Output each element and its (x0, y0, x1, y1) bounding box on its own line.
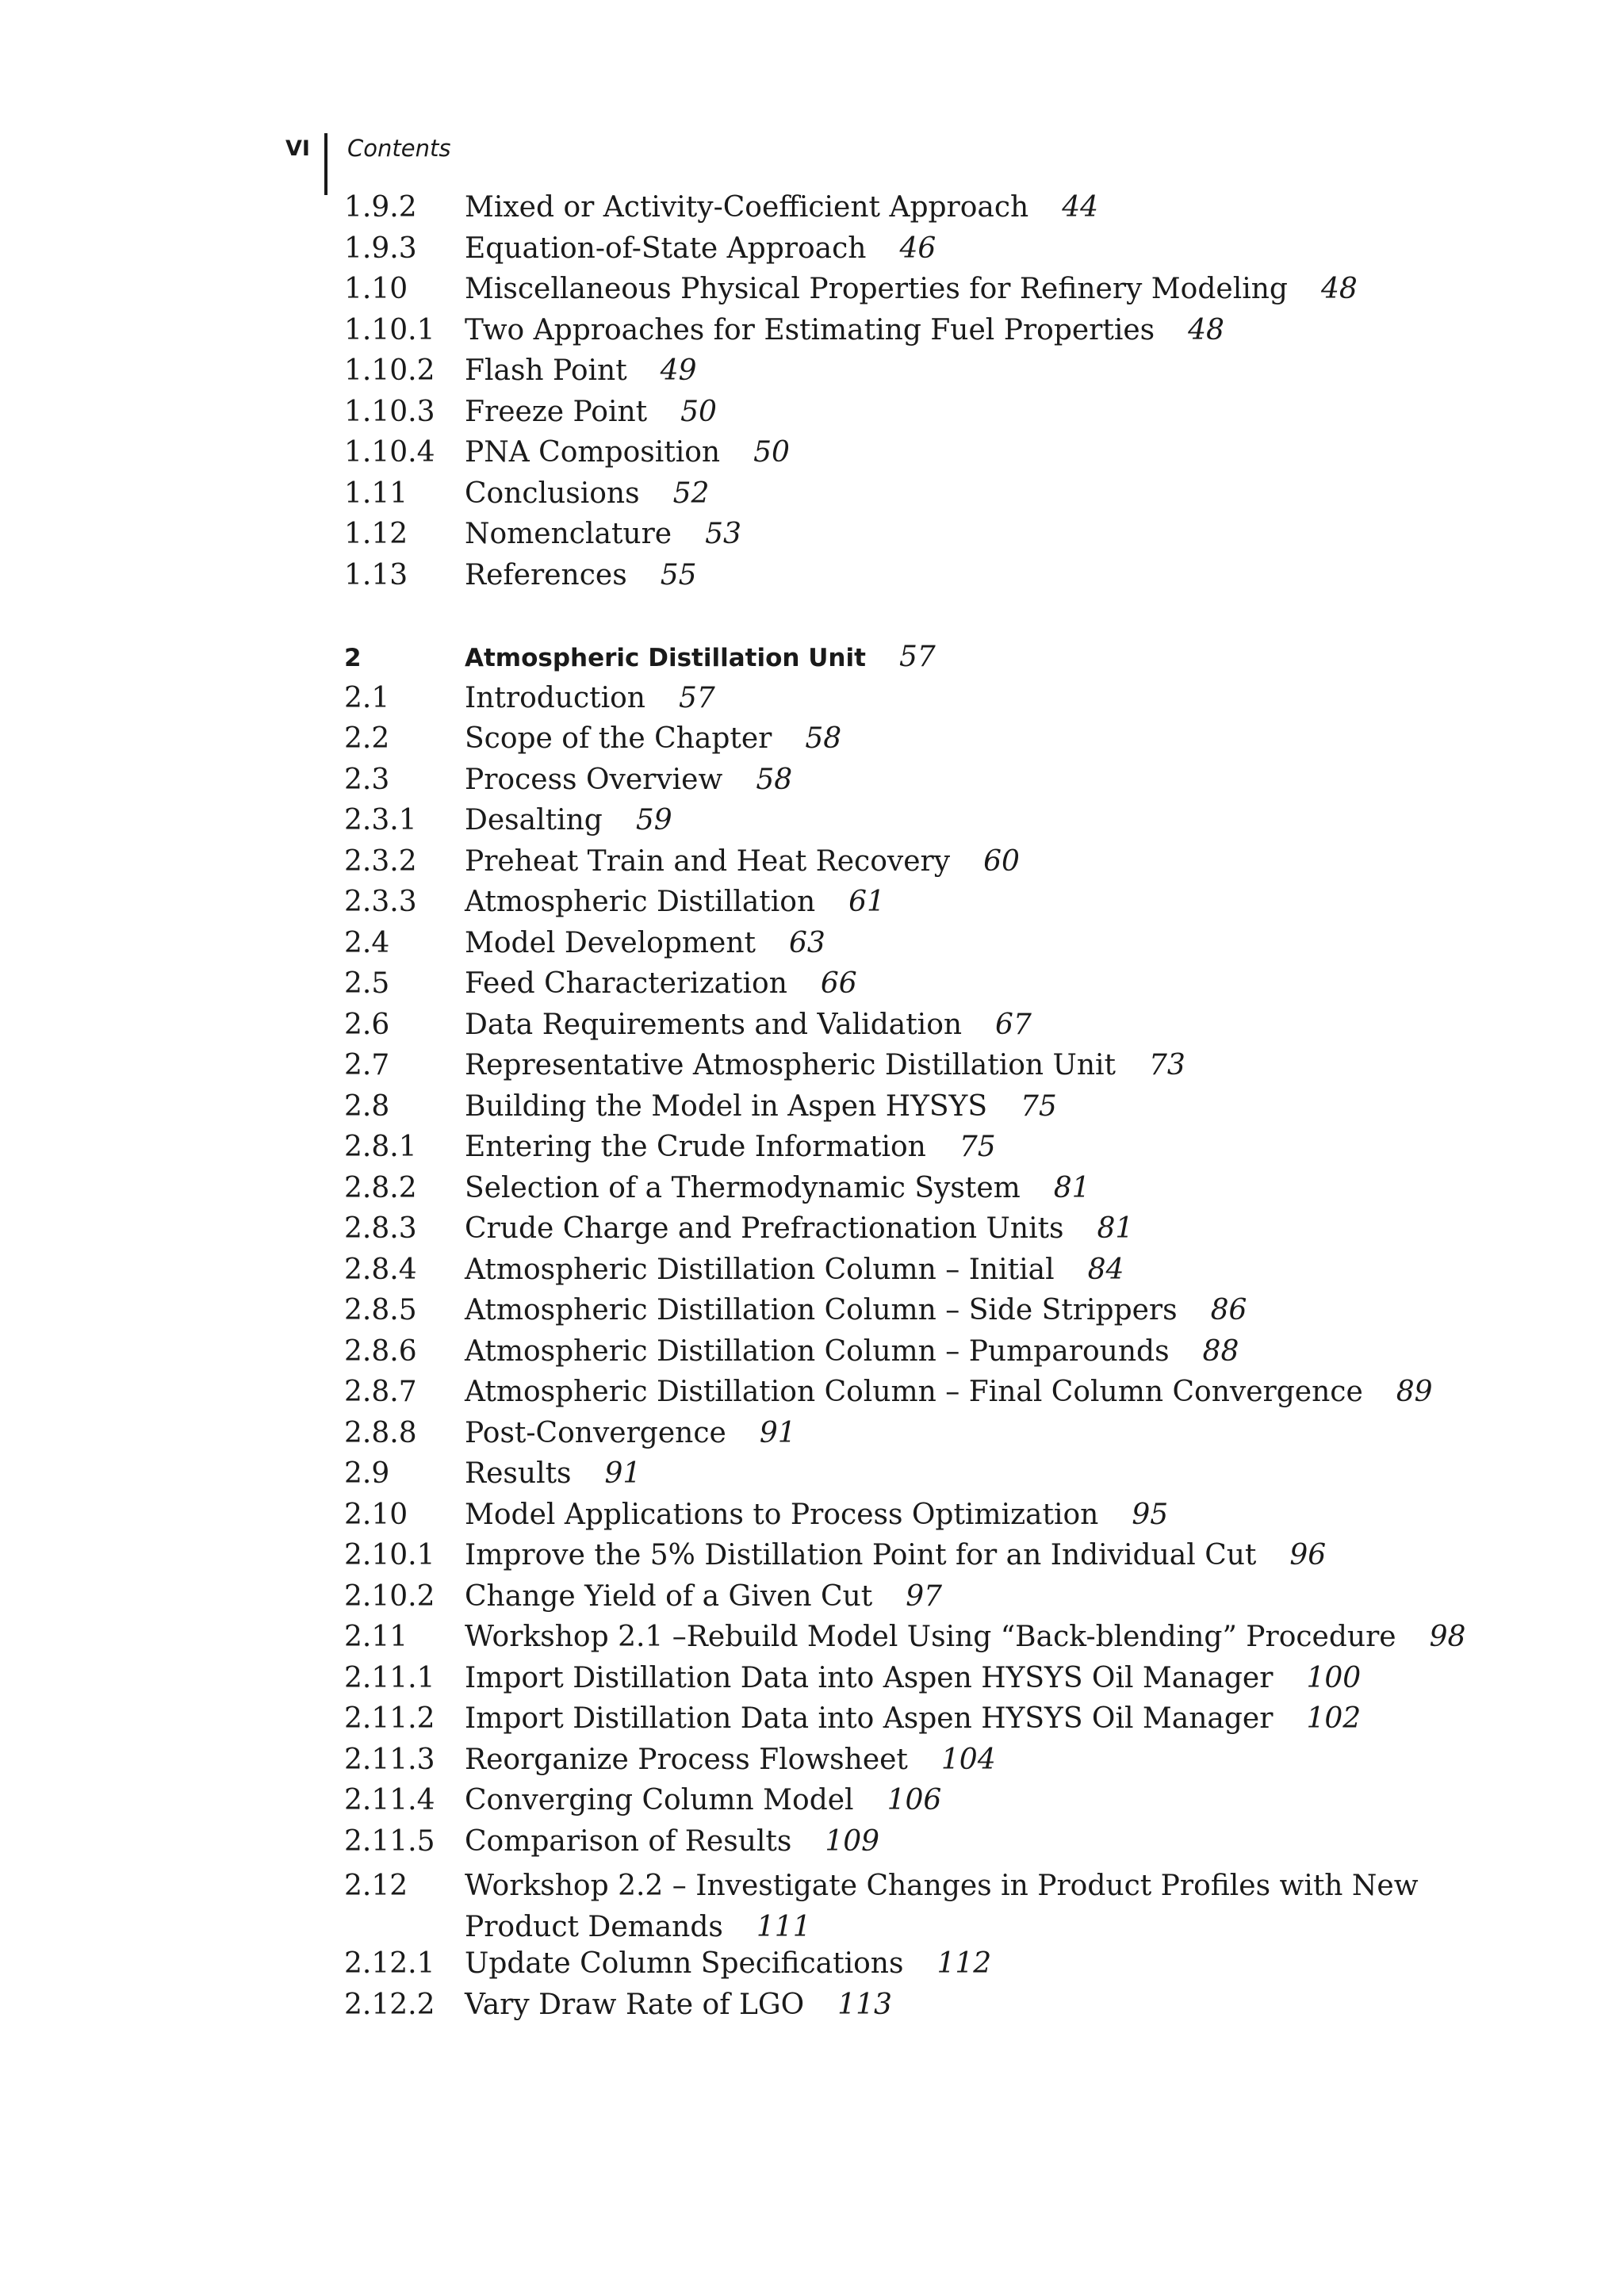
toc-entry-number: 1.11 (344, 477, 408, 510)
toc-chapter-number: 2 (344, 644, 362, 672)
toc-entry-number: 1.10.2 (344, 354, 435, 387)
toc-entry-title: Import Distillation Data into Aspen HYSYS Oil Manager (465, 1702, 1274, 1735)
toc-entry-number: 2.1 (344, 681, 390, 714)
toc-entry-number: 1.13 (344, 558, 408, 591)
toc-entry-page: 67 (995, 1008, 1032, 1041)
toc-entry[interactable] (344, 1866, 1494, 1947)
toc-entry-title: Atmospheric Distillation Column – Side Strippers (465, 1294, 1178, 1326)
toc-entry-number: 2.11.1 (344, 1661, 435, 1694)
toc-entry-page: 59 (635, 804, 672, 836)
toc-entry-page: 48 (1188, 313, 1224, 346)
toc-entry-title: Introduction (465, 681, 645, 714)
toc-entry[interactable] (344, 1989, 1494, 2030)
toc-entry[interactable] (344, 804, 1494, 845)
toc-entry-page: 112 (936, 1947, 992, 1980)
toc-entry-page: 98 (1429, 1621, 1466, 1653)
running-title: Contents (347, 135, 451, 162)
toc-entry-page: 60 (983, 844, 1020, 878)
toc-entry-number: 2.11.3 (344, 1743, 435, 1776)
toc-entry-number: 2.8.2 (344, 1171, 417, 1204)
toc-entry-title: Model Development (465, 926, 756, 959)
toc-chapter-page: 57 (898, 641, 936, 673)
toc-entry-title: Improve the 5% Distillation Point for an Individual Cut (465, 1539, 1257, 1571)
toc-entry-page: 50 (680, 395, 717, 428)
toc-entry-page: 86 (1210, 1294, 1247, 1326)
toc-entry-number: 1.10.1 (344, 313, 435, 346)
toc-entry[interactable] (344, 1172, 1494, 1213)
toc-entry-title: Atmospheric Distillation Column – Initial (465, 1253, 1055, 1286)
toc-entry[interactable] (344, 314, 1494, 355)
toc-entry-title: Freeze Point (465, 395, 648, 428)
toc-entry-title: Workshop 2.2 – Investigate Changes in Product Profiles with New Product Demands (465, 1870, 1419, 1943)
header-rule (324, 133, 327, 195)
toc-entry[interactable] (344, 273, 1494, 314)
toc-entry-page: 52 (672, 477, 710, 510)
toc-entry[interactable] (344, 1744, 1494, 1785)
toc-entry-title: References (465, 558, 627, 591)
toc-entry-page: 97 (906, 1579, 943, 1613)
toc-entry-title: Model Applications to Process Optimization (465, 1498, 1099, 1531)
toc-entry-page: 104 (940, 1743, 996, 1776)
toc-entry-page: 89 (1396, 1376, 1433, 1408)
toc-entry-number: 2.3.1 (344, 804, 417, 836)
toc-section-chapter-2 (344, 682, 1494, 2030)
toc-entry-page: 88 (1202, 1334, 1239, 1368)
toc-entry-page: 44 (1062, 191, 1099, 224)
toc-entry-title: Selection of a Thermodynamic System (465, 1171, 1021, 1204)
toc-entry-page: 84 (1087, 1253, 1124, 1286)
toc-entry[interactable] (344, 1825, 1494, 1866)
toc-entry-title: Atmospheric Distillation (465, 886, 816, 918)
toc-entry-title: Reorganize Process Flowsheet (465, 1743, 908, 1776)
toc-entry-number: 2.11 (344, 1621, 408, 1653)
toc-entry-number: 2.12 (344, 1870, 408, 1902)
toc-entry-title: Entering the Crude Information (465, 1131, 926, 1163)
toc-entry-title: Two Approaches for Estimating Fuel Properties (465, 313, 1155, 346)
toc-entry[interactable] (344, 764, 1494, 805)
toc-entry-title: Results (465, 1457, 572, 1490)
toc-entry[interactable] (344, 1212, 1494, 1254)
toc-entry-number: 2.5 (344, 967, 390, 1000)
toc-entry[interactable] (344, 559, 1494, 600)
toc-entry-number: 1.12 (344, 518, 408, 550)
toc-entry-number: 2.8 (344, 1089, 390, 1123)
toc-entry-number: 2.8.8 (344, 1416, 417, 1449)
toc-entry[interactable] (344, 1947, 1494, 1989)
toc-entry-title: Preheat Train and Heat Recovery (465, 844, 951, 878)
toc-entry[interactable] (344, 967, 1494, 1009)
table-of-contents (344, 191, 1494, 2029)
toc-entry-title: PNA Composition (465, 436, 721, 469)
toc-entry[interactable] (344, 1499, 1494, 1540)
toc-entry-title: Scope of the Chapter (465, 722, 772, 755)
toc-entry-page: 95 (1132, 1498, 1169, 1531)
toc-entry-number: 1.10.3 (344, 395, 435, 428)
toc-entry-title: Flash Point (465, 354, 627, 387)
toc-entry-page: 91 (759, 1416, 796, 1449)
toc-entry-page: 102 (1306, 1702, 1362, 1735)
toc-entry[interactable] (344, 1009, 1494, 1050)
toc-entry[interactable] (344, 1702, 1494, 1744)
toc-entry-title: Data Requirements and Validation (465, 1008, 963, 1041)
toc-entry[interactable] (344, 1580, 1494, 1621)
toc-entry-title: Feed Characterization (465, 967, 787, 1000)
toc-entry-page: 48 (1320, 273, 1358, 305)
toc-entry[interactable] (344, 354, 1494, 396)
toc-entry[interactable] (344, 927, 1494, 968)
toc-entry-page: 106 (887, 1784, 942, 1816)
toc-entry-page: 66 (820, 967, 857, 1000)
toc-entry-number: 2.8.4 (344, 1253, 417, 1286)
toc-entry[interactable] (344, 436, 1494, 477)
toc-entry-page: 113 (837, 1988, 892, 2021)
toc-entry-title: Atmospheric Distillation Column – Final Column Convergence (465, 1376, 1363, 1408)
toc-entry-number: 2.7 (344, 1049, 390, 1081)
toc-entry-title: Miscellaneous Physical Properties for Refinery Modeling (465, 273, 1288, 305)
toc-entry-page: 49 (660, 354, 697, 387)
toc-entry[interactable] (344, 1621, 1494, 1662)
toc-entry-page: 58 (756, 763, 793, 796)
toc-entry-page: 91 (604, 1457, 642, 1490)
toc-entry-title: Change Yield of a Given Cut (465, 1579, 873, 1613)
toc-entry-number: 2.8.5 (344, 1294, 417, 1326)
toc-section-chapter-1 (344, 191, 1494, 599)
toc-entry-title: Converging Column Model (465, 1784, 854, 1816)
toc-entry-number: 2.3.3 (344, 886, 417, 918)
toc-entry-title: Mixed or Activity-Coefficient Approach (465, 191, 1029, 224)
toc-entry-number: 2.2 (344, 722, 390, 755)
toc-entry-title: Conclusions (465, 477, 640, 510)
toc-entry-page: 75 (1021, 1089, 1057, 1123)
toc-entry-title: Vary Draw Rate of LGO (465, 1988, 805, 2021)
toc-entry-number: 1.10.4 (344, 436, 435, 469)
toc-entry-number: 2.3 (344, 763, 390, 796)
toc-entry[interactable] (344, 1784, 1494, 1825)
toc-entry-page: 73 (1149, 1049, 1185, 1081)
toc-entry[interactable] (344, 1335, 1494, 1376)
toc-entry-title: Building the Model in Aspen HYSYS (465, 1089, 987, 1123)
toc-entry-number: 1.10 (344, 273, 408, 305)
toc-entry[interactable] (344, 1049, 1494, 1090)
toc-entry[interactable] (344, 1131, 1494, 1172)
toc-entry[interactable] (344, 1376, 1494, 1417)
toc-entry[interactable] (344, 396, 1494, 437)
toc-chapter-heading[interactable] (344, 641, 1494, 682)
toc-entry-page: 46 (899, 232, 936, 265)
toc-entry-number: 2.11.4 (344, 1784, 435, 1816)
toc-entry-page: 75 (959, 1131, 996, 1163)
toc-entry-title: Import Distillation Data into Aspen HYSYS Oil Manager (465, 1661, 1274, 1694)
toc-entry-page: 55 (660, 558, 697, 591)
toc-entry-number: 2.8.6 (344, 1334, 417, 1368)
toc-chapter-title: Atmospheric Distillation Unit (465, 644, 866, 672)
page-folio: VI (285, 136, 310, 161)
toc-entry-page: 50 (753, 436, 790, 469)
toc-entry[interactable] (344, 1457, 1494, 1499)
toc-entry-title: Comparison of Results (465, 1824, 792, 1858)
toc-entry-page: 81 (1097, 1212, 1134, 1245)
toc-entry-number: 2.10.2 (344, 1579, 435, 1613)
toc-entry-page: 111 (756, 1910, 811, 1943)
toc-entry-title: Atmospheric Distillation Column – Pumparounds (465, 1334, 1170, 1368)
toc-entry-number: 2.8.1 (344, 1131, 417, 1163)
toc-entry[interactable] (344, 518, 1494, 559)
toc-entry[interactable] (344, 191, 1494, 232)
toc-entry-page: 57 (679, 681, 715, 714)
toc-entry[interactable] (344, 1254, 1494, 1295)
toc-entry-title: Workshop 2.1 –Rebuild Model Using “Back-blending” Procedure (465, 1621, 1396, 1653)
toc-entry-number: 2.6 (344, 1008, 390, 1041)
toc-entry-title: Update Column Specifications (465, 1947, 904, 1980)
toc-entry-number: 2.10.1 (344, 1539, 435, 1571)
toc-entry-number: 2.3.2 (344, 844, 417, 878)
toc-entry-title: Nomenclature (465, 518, 672, 550)
toc-entry-number: 2.8.3 (344, 1212, 417, 1245)
toc-entry-page: 61 (848, 886, 885, 918)
toc-entry-page: 63 (788, 926, 825, 959)
toc-entry-title: Crude Charge and Prefractionation Units (465, 1212, 1064, 1245)
toc-entry-title: Post-Convergence (465, 1416, 726, 1449)
toc-entry[interactable] (344, 1662, 1494, 1703)
toc-entry[interactable] (344, 1417, 1494, 1458)
toc-entry[interactable] (344, 1539, 1494, 1580)
toc-entry-title: Desalting (465, 804, 603, 836)
toc-entry-title-wrap (465, 1866, 1494, 1947)
toc-entry-number: 2.8.7 (344, 1376, 417, 1408)
toc-entry-number: 2.11.2 (344, 1702, 435, 1735)
toc-entry-title: Representative Atmospheric Distillation Unit (465, 1049, 1116, 1081)
toc-entry-page: 109 (825, 1824, 880, 1858)
toc-entry-number: 1.9.2 (344, 191, 417, 224)
toc-entry[interactable] (344, 682, 1494, 723)
toc-entry-title: Process Overview (465, 763, 723, 796)
toc-entry-number: 2.12.1 (344, 1947, 435, 1980)
toc-entry[interactable] (344, 232, 1494, 274)
toc-entry-page: 81 (1053, 1171, 1090, 1204)
toc-entry[interactable] (344, 1090, 1494, 1131)
toc-entry-page: 100 (1306, 1661, 1362, 1694)
toc-entry-number: 2.12.2 (344, 1988, 435, 2021)
toc-entry-number: 2.9 (344, 1457, 390, 1490)
toc-entry-number: 2.4 (344, 926, 390, 959)
toc-entry[interactable] (344, 477, 1494, 519)
toc-entry-number: 1.9.3 (344, 232, 417, 265)
toc-entry[interactable] (344, 1294, 1494, 1335)
toc-entry-page: 58 (805, 722, 842, 755)
toc-entry[interactable] (344, 845, 1494, 886)
toc-entry-page: 96 (1289, 1539, 1327, 1571)
toc-entry-page: 53 (705, 518, 741, 550)
toc-entry-number: 2.10 (344, 1498, 408, 1531)
toc-entry-title: Equation-of-State Approach (465, 232, 867, 265)
toc-entry[interactable] (344, 722, 1494, 764)
toc-entry[interactable] (344, 886, 1494, 927)
toc-entry-number: 2.11.5 (344, 1824, 435, 1858)
